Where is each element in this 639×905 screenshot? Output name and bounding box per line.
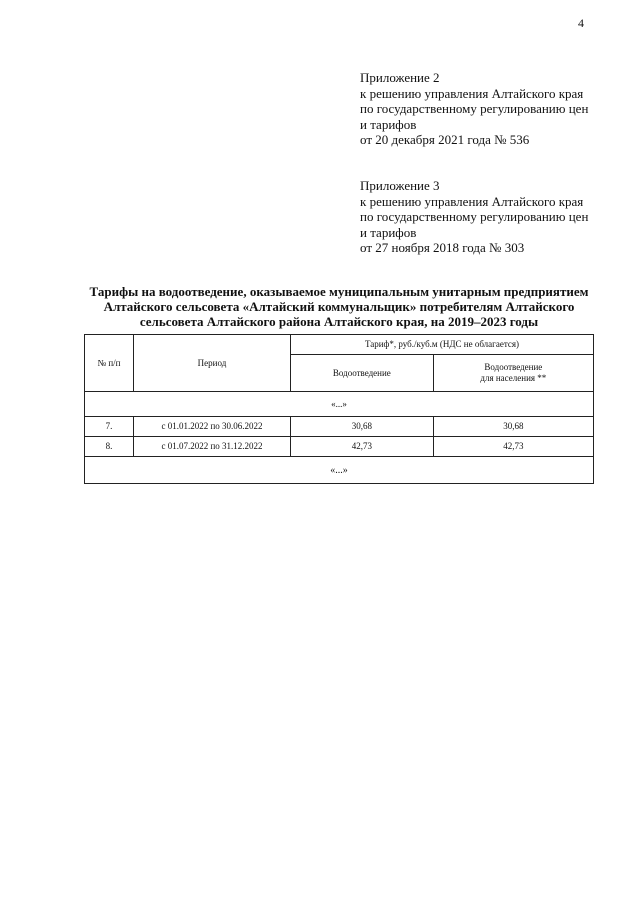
- header-tariff-group: Тариф*, руб./куб.м (НДС не облагается): [291, 335, 594, 355]
- row-wastewater: 30,68: [291, 417, 434, 437]
- header-wastewater: Водоотведение: [291, 355, 434, 392]
- header-wastewater-population-line1: Водоотведение: [484, 362, 543, 372]
- header-wastewater-population: [433, 355, 593, 392]
- ellipsis-top: «...»: [85, 392, 594, 417]
- table-ellipsis-row: [85, 457, 594, 484]
- appendix-3-line: к решению управления Алтайского края: [360, 193, 584, 209]
- row-wastewater-population: 30,68: [433, 417, 593, 437]
- row-wastewater: 42,73: [291, 437, 434, 457]
- appendix-3-line: по государственному регулированию цен: [360, 209, 589, 224]
- header-num: № п/п: [85, 335, 134, 392]
- appendix-2-line: и тарифов: [360, 116, 417, 132]
- row-num: 7.: [85, 417, 134, 437]
- row-wastewater-population: 42,73: [433, 437, 593, 457]
- appendix-2-header: [360, 70, 620, 148]
- tariff-table: [84, 334, 594, 484]
- ellipsis-bottom: «...»: [85, 457, 594, 484]
- table-ellipsis-row: [85, 392, 594, 417]
- appendix-2-line: по государственному регулированию цен: [360, 101, 589, 116]
- document-title: Тарифы на водоотведение, оказываемое муниципальным унитарным предприятием Алтайского сельсовета «Алтайский коммунальщик» потребителям Алтайского сельсовета Алтайского района Алтайского края, на 2019–2023 годы: [89, 284, 589, 329]
- header-wastewater-population-line2: для населения **: [480, 373, 547, 383]
- row-num: 8.: [85, 437, 134, 457]
- row-period: с 01.07.2022 по 31.12.2022: [134, 437, 291, 457]
- table-row: [85, 417, 594, 437]
- appendix-2-line: к решению управления Алтайского края: [360, 85, 584, 101]
- appendix-3-line: Приложение 3: [360, 178, 440, 193]
- appendix-2-line: от 20 декабря 2021 года № 536: [360, 132, 530, 147]
- appendix-3-line: и тарифов: [360, 224, 417, 240]
- table-header-row: [85, 335, 594, 355]
- header-period: Период: [134, 335, 291, 392]
- table-row: [85, 437, 594, 457]
- appendix-3-header: [360, 178, 620, 256]
- appendix-2-line: Приложение 2: [360, 70, 440, 85]
- page-number: 4: [578, 16, 584, 30]
- appendix-3-line: от 27 ноября 2018 года № 303: [360, 240, 525, 255]
- row-period: с 01.01.2022 по 30.06.2022: [134, 417, 291, 437]
